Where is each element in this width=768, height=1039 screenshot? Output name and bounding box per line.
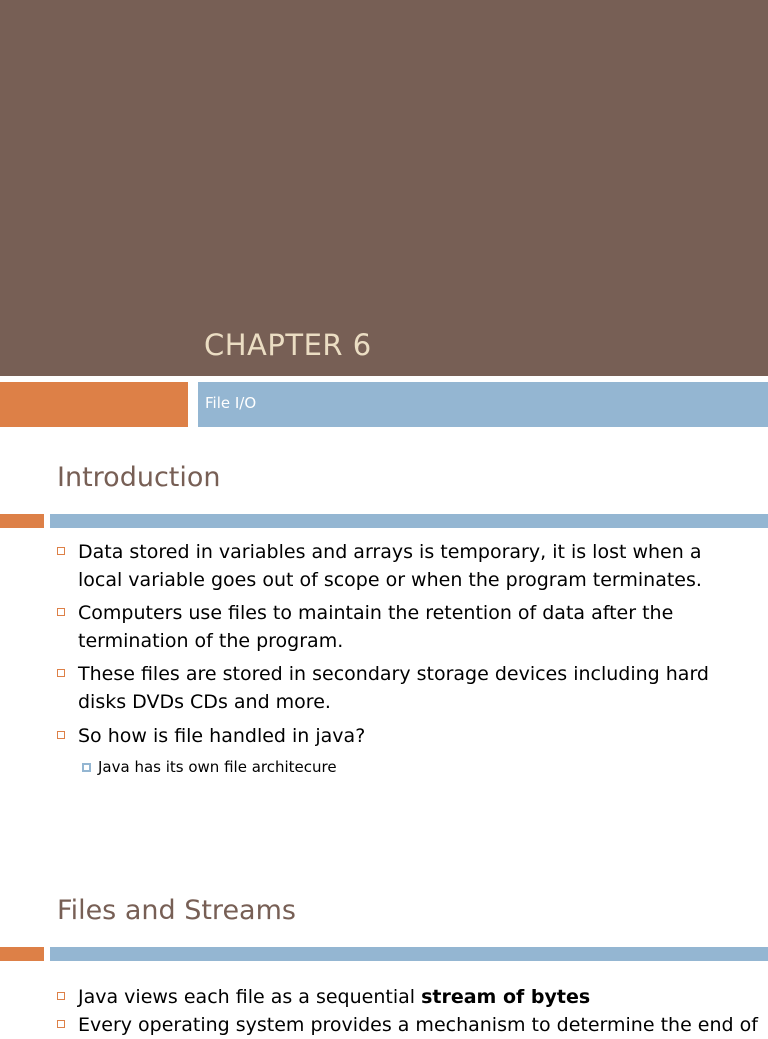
bullet-text: Every operating system provides a mechanism to determine the end of (78, 1014, 758, 1036)
bullet-text-bold: stream of bytes (421, 986, 591, 1008)
introduction-heading: Introduction (57, 462, 221, 493)
square-bullet-icon (57, 731, 65, 739)
bullet-text: Computers use files to maintain the retention of data after the termination of the program. (78, 602, 674, 652)
bullet-text: So how is file handled in java? (78, 725, 366, 747)
files-and-streams-heading: Files and Streams (57, 895, 296, 926)
bullet-text-prefix: Java views each file as a sequential (78, 986, 422, 1008)
sub-bullet-text: Java has its own file architecure (98, 758, 337, 776)
square-bullet-icon (57, 547, 65, 555)
orange-accent-block (0, 382, 188, 427)
heading-accent-blue (50, 947, 768, 961)
bullet-text (78, 983, 718, 1011)
square-bullet-icon (57, 1020, 65, 1028)
filled-square-bullet-icon (82, 763, 91, 772)
subtitle-bar (198, 382, 768, 427)
chapter-title: CHAPTER 6 (204, 328, 372, 362)
title-slide-background (0, 0, 768, 376)
heading-accent-blue (50, 514, 768, 528)
heading-accent-orange (0, 514, 44, 528)
bullet-text: Data stored in variables and arrays is temporary, it is lost when a local variable goes out of scope or when the program terminates. (78, 541, 702, 591)
chapter-subtitle: File I/O (205, 394, 257, 412)
heading-accent-orange (0, 947, 44, 961)
bullet-text: These files are stored in secondary storage devices including hard disks DVDs CDs and more. (78, 663, 709, 713)
square-bullet-icon (57, 669, 65, 677)
square-bullet-icon (57, 992, 65, 1000)
square-bullet-icon (57, 608, 65, 616)
